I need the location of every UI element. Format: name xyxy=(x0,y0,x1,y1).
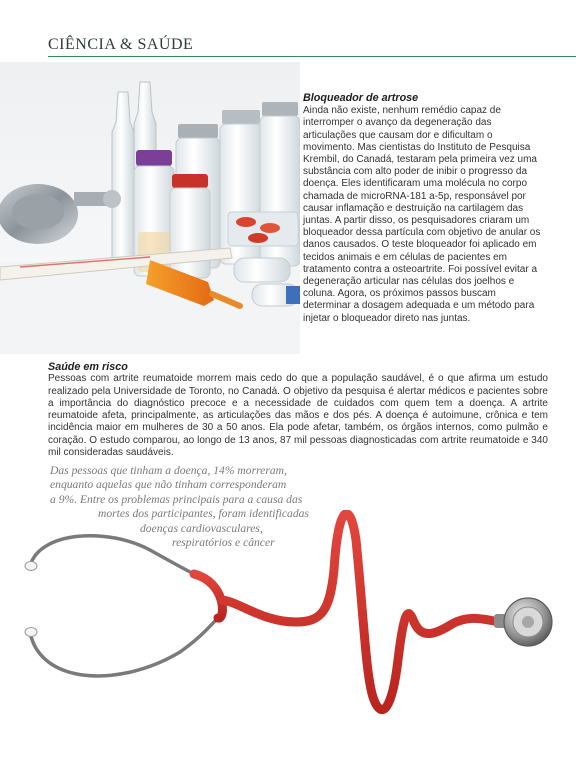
stethoscope-illustration xyxy=(0,510,576,758)
pull-quote-line: mortes dos participantes, foram identificadas xyxy=(98,507,309,521)
pull-quote-line: Das pessoas que tinham a doença, 14% morreram, xyxy=(50,464,287,477)
header-rule xyxy=(48,56,576,57)
article-artrose-body: Ainda não existe, nenhum remédio capaz de interromper o avanço da degeneração das articulações que causam dor e dificultam o movimento. Mas cientistas do Instituto de Pesquisa Krembil, do Canadá, testaram pela primeira vez uma substância com alto poder de inibir o progresso da doença. Eles identificaram uma molécula no corpo chamada de microRNA-181 a-5p, responsável por causar inflamação e destruição na cartilagem das juntas. A partir disso, os pesquisadores criaram um bloqueador dessa partícula com objetivo de anular os danos causados. O teste bloqueador foi aplicado em tecidos animais e em células de pacientes em tratamento contra a osteoartrite. Foi possível evitar a degeneração articular nas células dos joelhos e coluna. Agora, os próximos passos buscam determinar a dosagem adequada e um método para injetar o bloqueador direto nas juntas. xyxy=(303,105,541,324)
section-title: CIÊNCIA & SAÚDE xyxy=(48,36,194,53)
pull-quote-line: enquanto aquelas que não tinham corresponderam xyxy=(50,478,287,492)
article-risco-title: Saúde em risco xyxy=(48,361,128,373)
article-risco xyxy=(48,361,548,459)
pull-quote-line: doenças cardiovasculares, xyxy=(140,521,263,535)
medicine-vials-photo xyxy=(0,62,300,354)
pull-quote-line: a 9%. Entre os problemas principais para a causa das xyxy=(50,492,303,506)
article-risco-body: Pessoas com artrite reumatoide morrem mais cedo do que a população saudável, é o que afirma um estudo realizado pela Universidade de Toronto, no Canadá. O objetivo da pesquisa é alertar médicos e pacientes sobre a importância do diagnóstico precoce e a necessidade de cuidados com quem tem a doença. A artrite reumatoide afeta, principalmente, as articulações das mãos e dos pés. A doença é autoimune, crônica e tem incidência maior em mulheres de 30 a 50 anos. Ela pode afetar, também, os órgãos internos, como pulmão e coração. O estudo comparou, ao longo de 13 anos, 87 mil pessoas diagnosticadas com artrite reumatoide e 340 mil consideradas saudáveis. xyxy=(48,373,548,459)
pull-quote-line: respiratórios e câncer xyxy=(172,536,275,550)
article-artrose-title: Bloqueador de artrose xyxy=(303,92,419,104)
article-artrose xyxy=(303,92,541,325)
